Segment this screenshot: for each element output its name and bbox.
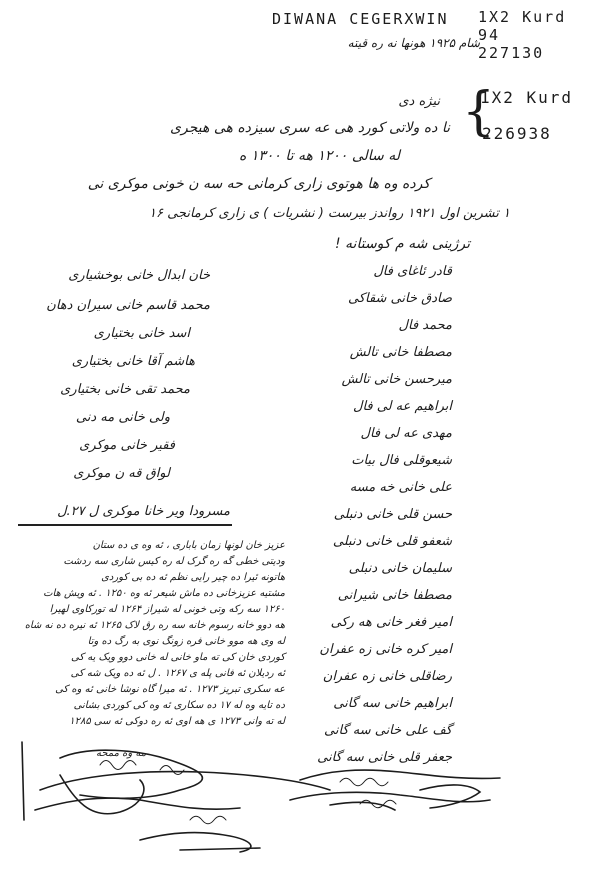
list-item: اسد خانی بختیاری: [93, 326, 190, 341]
list-item: حسن قلی خانی دنبلی: [333, 507, 452, 522]
list-item: جعفر قلی خانی سه گانی: [317, 750, 452, 765]
list-item: امیر فغر خانی هه رکی: [330, 615, 452, 630]
left-footer-reference: مسرودا ویر خانا موکری ل ۲۷.ل: [57, 504, 230, 519]
intro-line-1: نیژه دی: [398, 94, 440, 109]
header-title: DIWANA CEGERXWIN: [272, 10, 449, 28]
list-item: فقیر خانی موکری: [79, 438, 175, 453]
paragraph-line: هه دوو خانه رسوم خانه سه ره رق لاک ۱۲۶۵ ئه نیره ده نه شاه: [24, 620, 285, 631]
header-number-94: 94: [478, 26, 501, 44]
list-item: مهدی عه لی فال: [360, 426, 452, 441]
paragraph-line: ۱۲۶۰ سه رکه وتی خونی له شیراز ۱۲۶۴ له تورکاوی لهیرا: [49, 604, 285, 615]
paragraph-line: مشتیه عزیزخانی ده ماش شیعر ئه وه ۱۲۵۰ . ئه ویش هات: [43, 588, 285, 599]
header-date-line: شام ۱۹۲۵ هونها نه ره قیته: [347, 36, 480, 50]
side-ref-number: 226938: [482, 124, 552, 143]
list-item: ابراهیم عه لی فال: [353, 399, 452, 414]
list-item: شعفو قلی خانی دنبلی: [332, 534, 452, 549]
paragraph-line: له ته وانی ۱۲۷۳ ی هه اوی ئه ره دوکی ئه سی ۱۲۸۵: [69, 716, 285, 727]
list-item: مصطفا خانی تالش: [349, 345, 452, 360]
list-item: خان ابدال خانی بوخشیاری: [68, 268, 210, 283]
paragraph-line: ده تایه وه له ۱۷ ده سکاری ئه وه کی کوردی بشانی: [73, 700, 285, 711]
list-item: مصطفا خانی شیرانی: [337, 588, 452, 603]
list-item: ابراهیم خانی سه گانی: [333, 696, 452, 711]
side-ref-code: 1X2 Kurd: [480, 88, 574, 107]
list-item: سلیمان خانی دنبلی: [348, 561, 452, 576]
list-item: رضاقلی خانی زه عفران: [322, 669, 452, 684]
header-ref-code: 1X2 Kurd: [478, 8, 567, 26]
signature-label: مه وه ممحه: [96, 748, 147, 759]
list-item: محمد تقی خانی بختیاری: [60, 382, 190, 397]
paragraph-line: هاتونه ئیرا ده چیر رایی نظم ئه ده بی کوردی: [101, 572, 285, 583]
list-item: محمد فال: [398, 318, 452, 333]
intro-line-3: له سالی ۱۲۰۰ هه تا ۱۳۰۰ ه: [239, 148, 400, 164]
list-item: علی خانی خه مسه: [349, 480, 452, 495]
intro-line-5: ۱ تشرین اول ۱۹۲۱ رواندز بیرست ( نشریات ) ی زاری کرمانجی ۱۶: [149, 206, 510, 221]
paragraph-line: کوردی خان کی ته ماو خانی له خانی دوو ویک یه کی: [70, 652, 285, 663]
list-item: قادر ئاغای فال: [373, 264, 452, 279]
list-item: صادق خانی شقاکی: [347, 291, 452, 306]
list-item: گف علی خانی سه گانی: [324, 723, 452, 738]
list-item: میرحسن خانی تالش: [341, 372, 452, 387]
paragraph-line: عه سکری تبریز ۱۲۷۳ . ئه میرا گاه نوشا خانی ئه وه کی: [55, 684, 285, 695]
intro-line-4: کرده وه ها هوتوی زاری کرمانی حه سه ن خونی موکری نی: [87, 176, 430, 192]
list-item: شیعوقلی فال بیات: [351, 453, 452, 468]
intro-line-2: نا ده ولاتی کورد هی عه سری سیزده هی هیجری: [170, 120, 450, 136]
list-item: ولی خانی مه دنی: [75, 410, 170, 425]
list-item: امیر کره خانی زه عفران: [319, 642, 452, 657]
list-item: هاشم آقا خانی بختیاری: [71, 354, 195, 369]
list-item: محمد قاسم خانی سیران دهان: [46, 298, 210, 313]
side-brace: {: [462, 82, 496, 142]
paragraph-line: عزیز خان لونها زمان باباری ، ئه وه ی ده ستان: [92, 540, 285, 551]
paragraph-line: ودیتی خطی گه ره گرک له ره کیس شاری سه ردشت: [63, 556, 285, 567]
paragraph-line: ئه ردیلان ئه فانی پله ی ۱۲۶۷ . ل ئه ده ویک شه کی: [70, 668, 285, 679]
header-number-227130: 227130: [478, 44, 545, 62]
list-item: لواق قه ن موکری: [73, 466, 170, 481]
intro-line-6: ترژینی شه م کوستانه !: [334, 236, 470, 252]
paragraph-line: له وی هه موو خانی فره زونگ نوی به رگ ده وتا: [87, 636, 285, 647]
